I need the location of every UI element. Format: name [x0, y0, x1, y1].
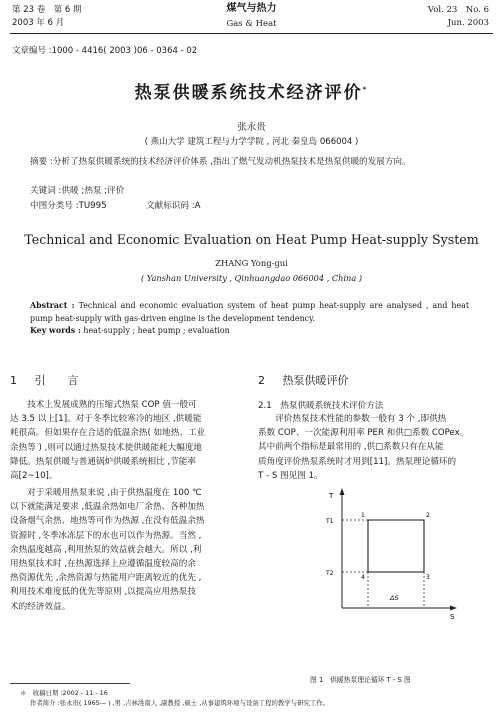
keywords-en-text: heat-supply ; heat pump ; evaluation — [83, 326, 230, 335]
document-code: 文献标识码 :A — [146, 201, 201, 211]
t1-label: T1 — [326, 518, 334, 525]
text-line: 降低。热泵供暖与普通锅炉供暖系统相比 ,节能率 — [10, 456, 196, 467]
section-1-heading — [10, 372, 79, 388]
text-line: 余热等 ) ,则可以通过热泵技术使供暖能耗大幅度地 — [10, 442, 203, 453]
footnote-rule — [10, 683, 130, 684]
issue-info: 第 23 卷 第 6 期 — [12, 5, 82, 15]
text-line: 对于采暖用热泵来说 ,由于供热温度在 100 ℃ — [27, 488, 202, 498]
text-line: 热资源优先 ,余热资源与热能用户距离较近的优先 , — [10, 573, 202, 584]
footnote-author: 作者简介 :张永贵( 1965— ) ,男 ,吉林洮南人 ,副教授 ,硕士 ,从事建筑环境与设备工程的教学与研究工作。 — [30, 699, 330, 707]
section-1-number: 1 — [10, 374, 17, 387]
figure-1-caption: 图 1 供暖热泵理论循环 T - S 图 — [310, 676, 411, 684]
text-line: 资源时 ,冬季冰冻层下的水也可以作为热源。当然 , — [10, 530, 202, 541]
text-line: 余热温度越高 ,利用热泵的效益就会越大。所以 ,利 — [10, 544, 202, 555]
t-axis-arrow — [340, 488, 345, 495]
text-line: 达 3.5 以上[1]。对于冬季比较寒冷的地区 ,供暖能 — [10, 414, 202, 425]
abstract-en-text: Technical and economic evaluation system of heat pump heat-supply are analysed , and heat pump heat-supply with gas-driven engine is the development tendency. — [30, 301, 469, 323]
text-line: 高[2~10]。 — [10, 471, 58, 482]
issue-date: 2003 年 6 月 — [12, 18, 65, 28]
text-line: 其中前两个指标是最常用的 ,供□系数只有在从能 — [258, 442, 444, 453]
month-info: Jun. 2003 — [447, 18, 489, 28]
text-line: 评价热泵技术性能的参数一般有 3 个 ,即供热 — [275, 414, 447, 424]
affiliation-en: ( Yanshan University , Qinhuangdao 066004 , China ) — [140, 273, 363, 283]
article-number: 文章编号 :1000 - 4416( 2003 )06 - 0364 - 02 — [12, 46, 198, 56]
text-line: 系数 COP、一次能源利用率 PER 和供□系数 COPex。 — [258, 428, 469, 439]
text-line: 质角度评价热泵系统时才用到[11]。热泵理论循环的 — [258, 456, 457, 467]
section-1-paragraph-2 — [10, 486, 242, 614]
text-line: 术的经济效益。 — [10, 601, 71, 612]
text-line: T - S 图见图 1。 — [258, 470, 323, 481]
delta-s-label: ΔS — [390, 594, 399, 602]
s-axis-arrow — [450, 606, 457, 611]
section-2-1-heading: 2.1 热泵供暖系统技术评价方法 — [258, 401, 384, 411]
keywords-cn: 关键词 :供暖 ;热泵 ;评价 — [30, 186, 125, 196]
text-line: 设备烟气余热、地热等可作为热源 ,在没有低温余热 — [10, 516, 205, 527]
abstract-en-label: Abstract : — [30, 301, 75, 310]
keywords-en-label: Key words : — [30, 326, 81, 335]
title-en: Technical and Economic Evaluation on Heat Pump Heat-supply System — [24, 232, 479, 247]
title-footnote-mark: * — [362, 85, 369, 94]
section-2-heading — [258, 372, 349, 388]
author-cn: 张永贵 — [237, 122, 266, 133]
title-cn: 热泵供暖系统技术经济评价* — [134, 83, 369, 103]
abstract-cn: 摘要 :分析了热泵供暖系统的技术经济评价体系 ,指出了燃气发动机热泵技术是热泵供暖的发展方向。 — [30, 157, 411, 167]
journal-title-en: Gas & Heat — [226, 19, 277, 29]
point-4-label: 4 — [361, 574, 365, 581]
section-2-paragraph-1 — [258, 412, 494, 483]
section-2-number: 2 — [258, 374, 265, 387]
t2-label: T2 — [326, 570, 334, 577]
header-rule — [10, 33, 493, 34]
ts-diagram — [320, 486, 460, 621]
text-line: 耗很高。但如果存在合适的低温余热( 如地热、工业 — [10, 428, 206, 439]
point-1-label: 1 — [361, 512, 365, 519]
footnote-received: ＊ 收稿日期 :2002 - 11 - 16 — [20, 689, 108, 697]
text-line: 技术上发展成熟的压缩式热泵 COP 值一般可 — [27, 400, 197, 410]
section-1-title: 引 言 — [34, 374, 79, 387]
affiliation-cn: ( 燕山大学 建筑工程与力学学院 , 河北 秦皇岛 066004 ) — [144, 137, 359, 147]
abstract-en — [30, 299, 469, 325]
classification-number: 中图分类号 :TU995 — [30, 201, 107, 211]
s-axis-label: S — [450, 613, 455, 621]
text-line: 利用技术难度低的优先等原则 ,以提高应用热泵技 — [10, 587, 196, 598]
t-axis-label: T — [329, 492, 334, 500]
volume-info: Vol. 23 No. 6 — [427, 5, 489, 15]
author-en: ZHANG Yong-gui — [215, 258, 288, 268]
journal-title-cn: 煤气与热力 — [226, 3, 277, 14]
section-2-title: 热泵供暖评价 — [282, 374, 349, 387]
text-line: 以下就能满足要求 ,低温余热如电厂余热、各种加热 — [10, 502, 205, 513]
point-2-label: 2 — [426, 512, 430, 519]
section-1-paragraph-1 — [10, 398, 242, 483]
point-3-label: 3 — [426, 574, 430, 581]
text-line: 用热泵技术时 ,在热源选择上应遵循温度较高的余 — [10, 559, 196, 570]
cycle-rectangle — [368, 520, 424, 572]
keywords-en — [30, 326, 230, 335]
